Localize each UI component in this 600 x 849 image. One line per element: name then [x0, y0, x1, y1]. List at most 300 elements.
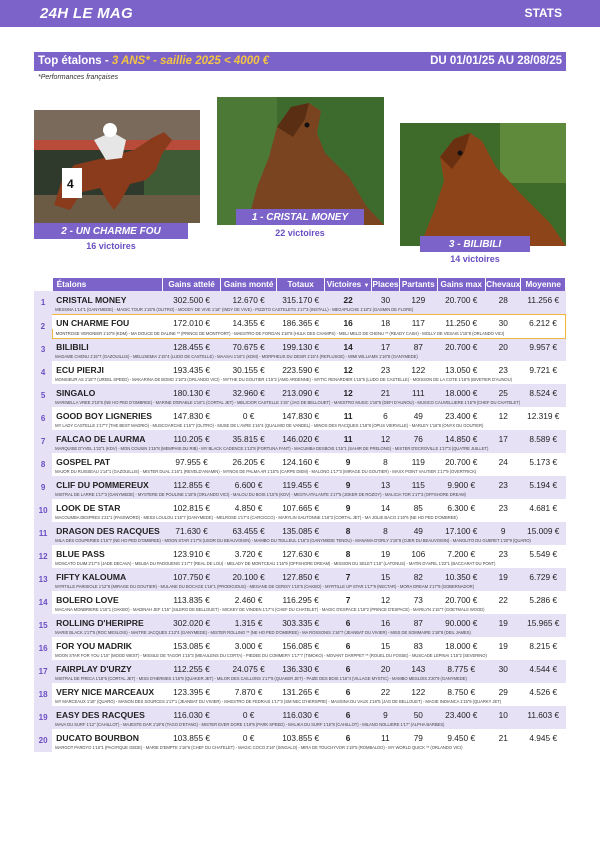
col-header-moyenne[interactable]: Moyenne	[521, 278, 566, 291]
cell-vict: 6	[325, 683, 371, 697]
pedigree-row	[34, 559, 566, 568]
col-header-name[interactable]: Étalons	[52, 278, 162, 291]
cell-monte: 70.675 €	[221, 338, 277, 352]
caption-third-place: 3 - BILIBILI	[420, 236, 530, 252]
title-prefix: Top étalons -	[38, 55, 112, 67]
cell-partants: 115	[400, 476, 437, 490]
sort-desc-icon: ▼	[363, 283, 370, 289]
pedigree-row	[34, 582, 566, 591]
cell-chevaux: 23	[485, 499, 520, 513]
cell-name[interactable]: CLIF DU POMMEREUX	[52, 476, 162, 490]
victories-third-place: 14 victoires	[450, 254, 500, 264]
cell-monte: 4.850 €	[221, 499, 277, 513]
cell-vict: 12	[325, 384, 371, 398]
col-header-gains-monte[interactable]: Gains monté	[221, 278, 277, 291]
pedigree-text: MACOUMBA DESPRES 1'21"1 (PASSWORD) - MESS LOULOU 1'15"7 (GANYMEDE) - MELROSE 1'17"4 (CARCICCO) - MARYLIN SAUTONNE 1'18"3 (CORTAL JET) - MA JOLIE BACO 1'19"6 (NE HO PED D'OMBREE)	[52, 513, 565, 522]
rank-number: 6	[34, 407, 52, 430]
cell-moyenne: 12.319 €	[521, 407, 566, 421]
table-row[interactable]	[34, 361, 566, 375]
pedigree-text: MISTRAL DE FRECA 1'18"6 (CORTAL JET) - MISS D'HERMES 1'15"9 (QUAKER JET) - MILOR DES CAILLONS 1'17"9 (QUAKER JET) - PAIZE DES BOIS 1'16"4 (VILLAGE MYSTIC) - MAMBO MESLOIS 2'20"9 (GANYMEDE)	[52, 674, 565, 683]
cell-partants: 87	[400, 614, 437, 628]
cell-total: 315.170 €	[276, 291, 324, 305]
cell-vict: 9	[325, 453, 371, 467]
cell-name[interactable]: VERY NICE MARCEAUX	[52, 683, 162, 697]
cell-vict: 12	[325, 361, 371, 375]
pedigree-row	[34, 375, 566, 384]
cell-name[interactable]: UN CHARME FOU	[52, 315, 162, 329]
col-header-partants[interactable]: Partants	[400, 278, 437, 291]
cell-monte: 24.075 €	[221, 660, 277, 674]
photo-second-place	[34, 110, 200, 223]
table-row[interactable]	[34, 499, 566, 513]
cell-moyenne: 5.286 €	[521, 591, 566, 605]
pedigree-row	[34, 513, 566, 522]
caption-second-place: 2 - UN CHARME FOU	[34, 223, 188, 239]
cell-chevaux: 24	[485, 453, 520, 467]
cell-total: 127.630 €	[276, 545, 324, 559]
cell-vict: 6	[325, 729, 371, 743]
cell-moyenne: 4.526 €	[521, 683, 566, 697]
cell-moyenne: 15.965 €	[521, 614, 566, 628]
cell-total: 119.455 €	[276, 476, 324, 490]
pedigree-row	[34, 444, 566, 453]
cell-max: 90.000 €	[437, 614, 485, 628]
cell-name[interactable]: ROLLING D'HERIPRE	[52, 614, 162, 628]
rank-number: 19	[34, 706, 52, 729]
cell-total: 116.030 €	[276, 706, 324, 720]
cell-max: 23.400 €	[437, 407, 485, 421]
cell-chevaux: 12	[485, 407, 520, 421]
ranking-period: DU 01/01/25 AU 28/08/25	[430, 55, 562, 67]
pedigree-text: MY MARCEAUX 1'16" (QUARO) - MANON DES SOURCES 1'17"1 (JEANBAT DU VIVIER) - MAESTRO DE FEDRAIS 1'17"3 (SM NEC D'HERSPRE) - MASSINA DU VAUX 1'16"6 (JAG DE BELLOUET) - MAGIE INDIANCA 1'15"9 (QUARKY JET)	[52, 697, 565, 706]
cell-chevaux: 20	[485, 338, 520, 352]
pedigree-text: MISTRAL DE LARRE 1'17"3 (GANYMEDE) - MYSTERE DE POULINE 1'15"6 (ORLANDO VICI) - MALOU DU BOIS 1'15"6 (KDV) - MESTA ATALANTE 1'17"5 (JOKER DE ROZOY) - MALICIA TOR 1'17"3 (OFFSHORE DREAM)	[52, 490, 565, 499]
cell-places: 15	[371, 637, 399, 651]
cell-partants: 119	[400, 453, 437, 467]
cell-attele: 97.955 €	[162, 453, 221, 467]
pedigree-text: MACANA MONBRIERE 1'15"1 (OAKBO) - MADINAH JEF 1'15" (SILERO DE BELLOUET) - MICKEY DE VINDEN 1'17"4 (CHEF DU CHATELET) - MAGIC D'ESPACE 1'18"2 (PRINCE D'ESPACE) - MARILYN 1'15"7 (GOETMALS WOOD)	[52, 605, 565, 614]
cell-partants: 82	[400, 568, 437, 582]
pedigree-row	[34, 697, 566, 706]
cell-places: 6	[371, 407, 399, 421]
rank-number: 7	[34, 430, 52, 453]
cell-monte: 0 €	[221, 706, 277, 720]
pedigree-text: MONTROSE VERGNIER 1'10"9 (KDM) - MA DOUCE DE DALINE ** (PRINCE DE MONTFORT) - MAESTRO DE FORGAN 1'16"8 (HULK DES CHAMPS) - MELI MELO DE CHENU ** (READY CASH) - MOLLY DE VESAIS 1'15"8 (ORLANDO VICI)	[52, 329, 565, 339]
pedigree-text: MAVA DU SURF 1'12" (CAHILLOT) - MAJESTE DAR 1'19"6 (TAGO D'ETANG) - MISTER EVER DORE 1'19"6 (PARK SPEED) - MALIKA DU SURF 1'15"8 (CAHILLOT) - MILANO NOLLIERE 1'17" (ALPHA BARBES)	[52, 720, 565, 729]
pedigree-row	[34, 628, 566, 637]
cell-attele: 302.020 €	[162, 614, 221, 628]
table-row[interactable]	[34, 315, 566, 329]
cell-chevaux: 23	[485, 361, 520, 375]
cell-vict: 8	[325, 522, 371, 536]
cell-attele: 116.030 €	[162, 706, 221, 720]
cell-max: 8.750 €	[437, 683, 485, 697]
pedigree-row	[34, 674, 566, 683]
cell-name[interactable]: CRISTAL MONEY	[52, 291, 162, 305]
col-header-gains-max[interactable]: Gains max	[437, 278, 485, 291]
pedigree-row	[34, 536, 566, 545]
cell-total: 146.020 €	[276, 430, 324, 444]
cell-moyenne: 5.173 €	[521, 453, 566, 467]
cell-monte: 63.455 €	[221, 522, 277, 536]
cell-total: 116.295 €	[276, 591, 324, 605]
cell-monte: 20.100 €	[221, 568, 277, 582]
cell-total: 103.855 €	[276, 729, 324, 743]
col-header-victoires[interactable]	[325, 278, 371, 291]
cell-places: 14	[371, 499, 399, 513]
cell-vict: 7	[325, 568, 371, 582]
cell-vict: 6	[325, 637, 371, 651]
cell-total: 223.590 €	[276, 361, 324, 375]
cell-attele: 180.130 €	[162, 384, 221, 398]
table-row[interactable]	[34, 291, 566, 305]
table-row[interactable]	[34, 407, 566, 421]
cell-partants: 122	[400, 683, 437, 697]
cell-moyenne: 6.729 €	[521, 568, 566, 582]
cell-name[interactable]: SINGALO	[52, 384, 162, 398]
cell-name[interactable]: BILIBILI	[52, 338, 162, 352]
cell-vict: 6	[325, 660, 371, 674]
pedigree-text: MILA DES COUPERIES 1'15"7 (NE HO PED D'OMBREE) - MOON STAR 1'17"8 (USOR DU BEAUVOISIN) - MAMBO DU TEILLEUL 1'16"3 (GANYMEDE TENOU) - MANAMA D'ORLY 1'15"6 (OJER DU BEAUVOISIN) - MANOLITO DU GUERET 1'20"9 (QUARO)	[52, 536, 565, 545]
col-header-places[interactable]: Places	[372, 280, 399, 289]
cell-moyenne: 11.603 €	[521, 706, 566, 720]
cell-moyenne: 8.215 €	[521, 637, 566, 651]
cell-places: 17	[371, 338, 399, 352]
pedigree-row	[34, 305, 566, 315]
cell-total: 303.335 €	[276, 614, 324, 628]
cell-partants: 85	[400, 499, 437, 513]
rank-number: 10	[34, 499, 52, 522]
cell-chevaux: 25	[485, 384, 520, 398]
table-row[interactable]	[34, 476, 566, 490]
top-banner	[0, 0, 600, 27]
rank-number: 2	[34, 315, 52, 339]
rank-number: 9	[34, 476, 52, 499]
cell-vict: 8	[325, 545, 371, 559]
cell-total: 156.085 €	[276, 637, 324, 651]
pedigree-row	[34, 329, 566, 339]
cell-name[interactable]: EASY DES RACQUES	[52, 706, 162, 720]
cell-max: 6.300 €	[437, 499, 485, 513]
cell-attele: 103.855 €	[162, 729, 221, 743]
cell-name[interactable]: GOOD BOY LIGNERIES	[52, 407, 162, 421]
cell-total: 131.265 €	[276, 683, 324, 697]
cell-monte: 0 €	[221, 729, 277, 743]
cell-monte: 3.720 €	[221, 545, 277, 559]
cell-partants: 117	[400, 315, 437, 329]
cell-max: 18.000 €	[437, 637, 485, 651]
rank-number: 12	[34, 545, 52, 568]
cell-places: 12	[371, 591, 399, 605]
cell-places: 19	[371, 545, 399, 559]
table-row[interactable]	[34, 568, 566, 582]
cell-total: 124.160 €	[276, 453, 324, 467]
cell-partants: 111	[400, 384, 437, 398]
cell-name[interactable]: DRAGON DES RACQUES	[52, 522, 162, 536]
cell-places: 15	[371, 568, 399, 582]
cell-vict: 16	[325, 315, 371, 329]
photo-first-place	[217, 97, 384, 225]
table-row[interactable]	[34, 729, 566, 743]
rank-header	[34, 278, 52, 291]
cell-name[interactable]: GOSPEL PAT	[52, 453, 162, 467]
cell-total: 186.365 €	[276, 315, 324, 329]
cell-monte: 0 €	[221, 407, 277, 421]
cell-attele: 112.855 €	[162, 476, 221, 490]
pedigree-row	[34, 720, 566, 729]
cell-total: 107.665 €	[276, 499, 324, 513]
pedigree-row	[34, 421, 566, 430]
cell-vict: 11	[325, 407, 371, 421]
pedigree-text: MOON STAR FOR YOU 1'15" (MOOD WEST) - MISSILE DE TAGOR 1'15"3 (MEAULENS DU CORTA) - PIEDEE DU COMMERY 1'17"7 (TIMOKO) - MOVANT DARPPET ** (ROUEL DU FOSSE) - MUSCADE LEPINAI 1'15"2 (SEVERINO)	[52, 651, 565, 660]
victories-first-place: 22 victoires	[275, 228, 325, 238]
victoires-label: Victoires	[326, 280, 362, 289]
cell-moyenne: 9.721 €	[521, 361, 566, 375]
table-body	[34, 291, 566, 752]
cell-chevaux: 23	[485, 476, 520, 490]
cell-monte: 2.460 €	[221, 591, 277, 605]
rank-number: 17	[34, 660, 52, 683]
cell-attele: 112.255 €	[162, 660, 221, 674]
pedigree-text: MYRTILLE PARISIOLE 1'12"8 (MIRAGE DU GOUTIER) - MULANE DU BOCAGE 1'16"1 (PRODIGIOUS) - MEGANE DE CERISY 1'15"5 (OAKBO) - MYRTILLE UP STAR 1'17"9 (NECTAR) - MORA DREAM 1'17"9 (GOBERNADOR)	[52, 582, 565, 591]
cell-partants: 106	[400, 545, 437, 559]
cell-moyenne: 4.544 €	[521, 660, 566, 674]
cell-total: 199.130 €	[276, 338, 324, 352]
table-header	[34, 278, 566, 291]
rank-number: 20	[34, 729, 52, 752]
pedigree-text: MARIE BLACK 1'17"5 (ROC MESLOIS) - MAITRE JACQUES 1'13"4 (GANYMEDE) - MISTER ROLLING ** (NE HO PED D'OMBREE) - MA ROSSONIS 1'16"7 (JEANBAT DU VIVIER) - MISS DE SOMMAIRE 1'18"8 (DEIL JAMES)	[52, 628, 565, 637]
cell-max: 8.775 €	[437, 660, 485, 674]
cell-total: 213.090 €	[276, 384, 324, 398]
cell-vict: 6	[325, 706, 371, 720]
cell-total: 147.830 €	[276, 407, 324, 421]
cell-partants: 83	[400, 637, 437, 651]
cell-places: 18	[371, 315, 399, 329]
table-row[interactable]	[34, 637, 566, 651]
pedigree-text: MOSCATO DUIM 2'17"4 (JADE DECAVA) - MELBA DU PADOUENG 1'17"7 (REAL DE LOU) - MELADY DE MONTCEAU 1'16"9 (OFFSHORE DREAM) - MISSION DU SELET 1'16" (LATONUS) - MATIN D'AVRIL 1'22"1 (BACCARAT DU PONT)	[52, 559, 565, 568]
table-row[interactable]	[34, 591, 566, 605]
cell-name[interactable]: ECU PIERJI	[52, 361, 162, 375]
cell-attele: 302.500 €	[162, 291, 221, 305]
ranking-title-bar	[34, 52, 566, 71]
cell-monte: 12.670 €	[221, 291, 277, 305]
pedigree-text: MY LADY CASTELLE 1'17"7 (THE BEST MADRIO) - MUSCOARCHE 1'15"7 (OLITRO) - MUSE DE L'AVRE 1'16"4 (QUALMIO DE VANDEL) - MINOS DES RACQUES 1'18"8 (OPUS VIERVILLE) - MARLEY 1'16"8 (ONYX DU GOUTIER)	[52, 421, 565, 430]
cell-vict: 11	[325, 430, 371, 444]
cell-moyenne: 9.957 €	[521, 338, 566, 352]
cell-partants: 49	[400, 522, 437, 536]
table-row[interactable]	[34, 614, 566, 628]
cell-max: 23.400 €	[437, 706, 485, 720]
cell-name[interactable]: FIFTY KALOUMA	[52, 568, 162, 582]
cell-max: 9.450 €	[437, 729, 485, 743]
table-row[interactable]	[34, 660, 566, 674]
cell-attele: 128.455 €	[162, 338, 221, 352]
victories-second-place: 16 victoires	[86, 241, 136, 251]
cell-chevaux: 23	[485, 545, 520, 559]
cell-total: 136.330 €	[276, 660, 324, 674]
cell-attele: 102.815 €	[162, 499, 221, 513]
cell-attele: 107.750 €	[162, 568, 221, 582]
pedigree-text: MESSINA 1'14"1 (GANYMEDE) - MAGIC TOUR 1'15"6 (OLITRO) - MOODY DE VIVE 1'16" (INDY DE VIVE) - PIZZITO CASTELETS 1'17"3 (INSTALL) - MEGAPLICHE 1'18"2 (GASMIN DE FLORE)	[52, 305, 565, 315]
cell-chevaux: 19	[485, 637, 520, 651]
rank-number: 8	[34, 453, 52, 476]
cell-monte: 1.315 €	[221, 614, 277, 628]
cell-monte: 35.815 €	[221, 430, 277, 444]
title-highlight: 3 ANS* - saillie 2025 < 4000 €	[111, 55, 270, 67]
cell-max: 18.000 €	[437, 384, 485, 398]
cell-attele: 110.205 €	[162, 430, 221, 444]
cell-places: 20	[371, 660, 399, 674]
table-row[interactable]	[34, 338, 566, 352]
cell-chevaux: 30	[485, 315, 520, 329]
cell-total: 135.085 €	[276, 522, 324, 536]
cell-partants: 143	[400, 660, 437, 674]
cell-moyenne: 11.256 €	[521, 291, 566, 305]
table-row[interactable]	[34, 453, 566, 467]
cell-places: 21	[371, 384, 399, 398]
cell-places: 8	[371, 453, 399, 467]
cell-places: 22	[371, 683, 399, 697]
cell-max: 13.050 €	[437, 361, 485, 375]
cell-chevaux: 28	[485, 291, 520, 305]
cell-max: 20.700 €	[437, 591, 485, 605]
table-row[interactable]	[34, 522, 566, 536]
table-row[interactable]	[34, 430, 566, 444]
rank-number: 15	[34, 614, 52, 637]
cell-max: 14.850 €	[437, 430, 485, 444]
table-row[interactable]	[34, 384, 566, 398]
cell-total: 127.850 €	[276, 568, 324, 582]
col-header-totaux[interactable]: Totaux	[276, 278, 324, 291]
sires-table	[34, 278, 566, 752]
cell-vict: 6	[325, 614, 371, 628]
pedigree-row	[34, 743, 566, 752]
cell-name[interactable]: LOOK DE STAR	[52, 499, 162, 513]
cell-attele: 71.630 €	[162, 522, 221, 536]
cell-vict: 9	[325, 476, 371, 490]
rank-number: 5	[34, 384, 52, 407]
rank-number: 14	[34, 591, 52, 614]
pedigree-row	[34, 605, 566, 614]
cell-moyenne: 6.212 €	[521, 315, 566, 329]
cell-vict: 9	[325, 499, 371, 513]
cell-chevaux: 9	[485, 522, 520, 536]
cell-places: 13	[371, 476, 399, 490]
table-row[interactable]	[34, 545, 566, 559]
cell-max: 11.250 €	[437, 315, 485, 329]
table-row[interactable]	[34, 683, 566, 697]
pedigree-text: MARQUISE D'YVEL 1'22"1 (KDV) - MON COUSIN 1'15"8 (MEMPHIS DU RIB) - MY BLACK CADENCE 1'13"8 (FORTUNA FANT) - MACUMBA DESBOIS 1'15"1 (SAHIR DE PRELONG) - MISTER D'ECROVILLE 1'17"3 (QUATRE JUILLET)	[52, 444, 565, 453]
cell-partants: 50	[400, 706, 437, 720]
ranking-title	[38, 55, 269, 67]
cell-max: 17.100 €	[437, 522, 485, 536]
cell-moyenne: 4.945 €	[521, 729, 566, 743]
cell-max: 20.700 €	[437, 291, 485, 305]
col-header-gains-attele[interactable]: Gains attelé	[162, 278, 221, 291]
cell-monte: 6.600 €	[221, 476, 277, 490]
caption-first-place: 1 - CRISTAL MONEY	[236, 209, 364, 225]
rank-number: 18	[34, 683, 52, 706]
pedigree-row	[34, 398, 566, 407]
rank-number: 13	[34, 568, 52, 591]
table-row[interactable]	[34, 706, 566, 720]
footnote: *Performances françaises	[38, 74, 119, 81]
cell-partants: 49	[400, 407, 437, 421]
cell-attele: 123.395 €	[162, 683, 221, 697]
pedigree-row	[34, 467, 566, 476]
cell-chevaux: 30	[485, 660, 520, 674]
cell-places: 11	[371, 729, 399, 743]
cell-chevaux: 21	[485, 729, 520, 743]
cell-name[interactable]: DUCATO BOURBON	[52, 729, 162, 743]
cell-moyenne: 8.589 €	[521, 430, 566, 444]
pedigree-text: MAJOR DU RUISSEAU 1'14"1 (GAZOUILLIS) - MISTER DUAL 1'16"1 (REVELD'ANAMIN) - MYNOS DE PALMA AR 1'15"5 (CARPE DIEM) - MALONG 1'17"3 (MIRAGE DU GOUTIER) - MAXX POINT VAUTIER 1'17"9 (OVERTRICK)	[52, 467, 565, 476]
pedigree-row	[34, 490, 566, 499]
cell-attele: 153.085 €	[162, 637, 221, 651]
col-header-chevaux[interactable]: Chevaux	[486, 280, 521, 289]
cell-attele: 193.435 €	[162, 361, 221, 375]
cell-monte: 30.155 €	[221, 361, 277, 375]
cell-max: 7.200 €	[437, 545, 485, 559]
pedigree-text: MONSIEUR AS 1'15"7 (UREEL SPEED) - MAKARINA DE BOMO 1'16"3 (ORLANDO VICI) - MYTHE DU GOUTIER 1'15"2 (AMD ARDENNE) - MYTIC RENARDIER 1'15"5 (LUDO DE CASTELLE) - MOISSON DE LA COTE 1'16"6 (BIVETIER D'AUNOU)	[52, 375, 565, 384]
cell-chevaux: 22	[485, 591, 520, 605]
cell-vict: 14	[325, 338, 371, 352]
cell-moyenne: 5.549 €	[521, 545, 566, 559]
cell-max: 10.350 €	[437, 568, 485, 582]
cell-attele: 113.835 €	[162, 591, 221, 605]
cell-partants: 129	[400, 291, 437, 305]
cell-places: 23	[371, 361, 399, 375]
cell-moyenne: 4.681 €	[521, 499, 566, 513]
rank-number: 1	[34, 291, 52, 315]
cell-monte: 14.355 €	[221, 315, 277, 329]
cell-vict: 7	[325, 591, 371, 605]
rank-number: 4	[34, 361, 52, 384]
cell-attele: 172.010 €	[162, 315, 221, 329]
rank-number: 11	[34, 522, 52, 545]
cell-name[interactable]: FOR YOU MADRIK	[52, 637, 162, 651]
section-label: STATS	[524, 6, 562, 20]
cell-monte: 3.000 €	[221, 637, 277, 651]
cell-partants: 79	[400, 729, 437, 743]
cell-monte: 7.870 €	[221, 683, 277, 697]
cell-chevaux: 17	[485, 430, 520, 444]
cell-name[interactable]: BLUE PASS	[52, 545, 162, 559]
cell-max: 9.900 €	[437, 476, 485, 490]
cell-moyenne: 5.194 €	[521, 476, 566, 490]
pedigree-row	[34, 352, 566, 361]
pedigree-text: MARGOT PARDYO 1'16"1 (PACIFIQUE GEDE) - MARIE D'EMPTE 1'16"6 (CHEF DU CHATELET) - MAGIC COCO 2'16" (SINGALO) - MIRA DE TOUCHYVOR 1'19"5 (ROMBALDO) - MY WORLD QUICK ** (ORLANDO VICI)	[52, 743, 565, 752]
cell-max: 20.700 €	[437, 453, 485, 467]
cell-monte: 26.205 €	[221, 453, 277, 467]
cell-attele: 123.910 €	[162, 545, 221, 559]
cell-attele: 147.830 €	[162, 407, 221, 421]
cell-chevaux: 19	[485, 614, 520, 628]
cell-partants: 87	[400, 338, 437, 352]
pedigree-row	[34, 651, 566, 660]
cell-places: 9	[371, 706, 399, 720]
photo-third-place	[400, 123, 566, 246]
magazine-title: 24H LE MAG	[40, 5, 134, 22]
pedigree-text: MARINELLA VREE 2'15"6 (NE HO PED D'OMBREE) - MARINE D'ERABLE 1'16"1 (CORTAL JET) - MELICIOR CASTELLE 1'15" (JAG DE BELLOUET) - MAESTRO MUSIC 1'16"5 (DEFI D'AUNOU) - MUSICO CAUVELLIERE 1'15"9 (CHEF DU CHATELET)	[52, 398, 565, 407]
cell-name[interactable]: FALCAO DE LAURMA	[52, 430, 162, 444]
cell-places: 8	[371, 522, 399, 536]
cell-max: 20.700 €	[437, 338, 485, 352]
cell-vict: 22	[325, 291, 371, 305]
cell-monte: 32.960 €	[221, 384, 277, 398]
cell-name[interactable]: BOLERO LOVE	[52, 591, 162, 605]
cell-name[interactable]: FAIRPLAY D'URZY	[52, 660, 162, 674]
